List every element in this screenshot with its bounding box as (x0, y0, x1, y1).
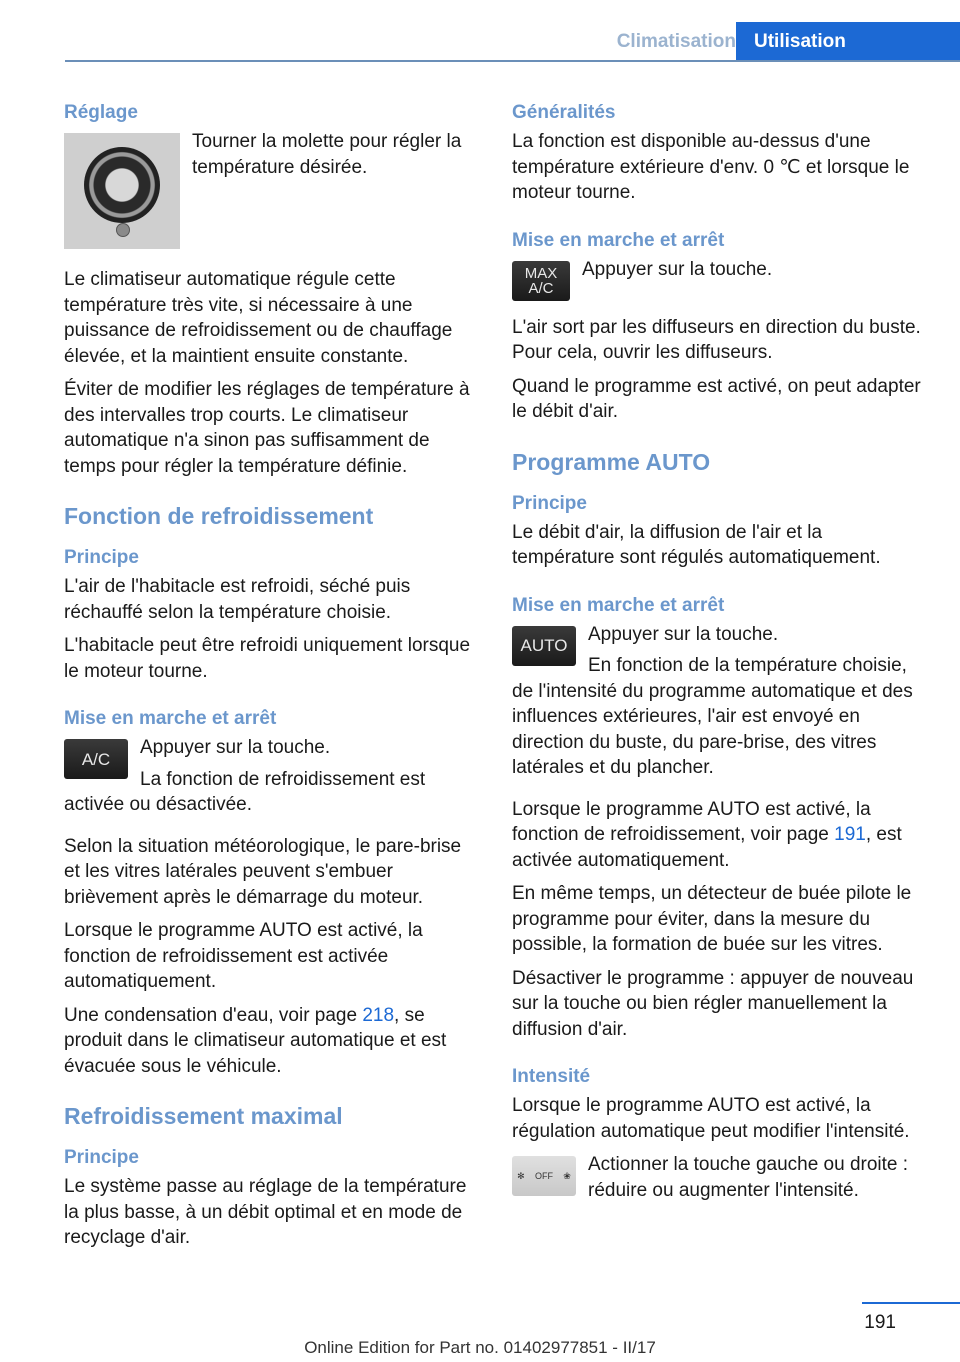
fan-low-icon: ✻ (517, 1170, 525, 1181)
maximal-principe: Principe (64, 1147, 139, 1168)
right-column (512, 100, 927, 1219)
refroid-mise-heading: Mise en marche et arrêt (64, 708, 277, 729)
generalites-p2: L'air sort par les diffuseurs en direction du buste. Pour cela, ouvrir les diffuseurs. (512, 316, 921, 363)
refroid-p1: L'air de l'habitacle est refroidi, séché puis réchauffé selon la température choisie. (64, 576, 411, 623)
refroid-p5: Une condensation d'eau, voir page 218, se produit dans le climatiseur automatique et est évacuée sous le véhicule. (64, 1004, 447, 1077)
generalites-p3: Quand le programme est activé, on peut adapter le débit d'air. (512, 375, 921, 422)
page-header (0, 22, 960, 62)
maxac-button-block (512, 257, 927, 307)
auto-p5: Lorsque le programme AUTO est activé, la régulation automatique peut modifier l'intensité. (512, 1095, 910, 1142)
generalites-heading: Généralités (512, 102, 616, 123)
refroid-p4: Lorsque le programme AUTO est activé, la fonction de refroidissement est activée automatiquement. (64, 920, 423, 992)
temperature-knob-image (64, 133, 180, 249)
knob-ring-icon (84, 147, 160, 223)
fan-high-icon: ❀ (563, 1170, 571, 1181)
reglage-knob-text: Tourner la molette pour régler la température désirée. (192, 131, 462, 178)
intensity-button-image (512, 1156, 576, 1196)
auto-button-block (512, 622, 927, 789)
auto-btn-text2: En fonction de la température choisie, de l'intensité du programme automatique et des influences extérieures, l'air est envoyé en direction du buste, du pare-brise, des vitres latérales et du plancher. (512, 655, 913, 778)
auto-heading: Programme AUTO (512, 448, 711, 475)
auto-p1: Le débit d'air, la diffusion de l'air et la température sont régulés automatiquement. (512, 521, 881, 568)
ac-button-image: A/C (64, 739, 128, 779)
reglage-block (64, 129, 479, 259)
maxac-btn-text1: Appuyer sur la touche. (582, 258, 773, 280)
footer-rule (862, 1302, 960, 1304)
intensity-btn-text: Actionner la touche gauche ou droite : réduire ou augmenter l'intensité. (588, 1154, 909, 1201)
reglage-p2: Éviter de modifier les réglages de température à des intervalles trop courts. Le climatiseur automatique n'a sinon pas suffisamment de temps pour régler la température définie. (64, 379, 470, 477)
page-link-218[interactable]: 218 (362, 1004, 395, 1026)
auto-p2: Lorsque le programme AUTO est activé, la fonction de refroidissement, voir page 191, est activée automatiquement. (512, 798, 902, 871)
intensity-button-label: OFF (534, 1170, 553, 1181)
auto-mise-heading: Mise en marche et arrêt (512, 594, 725, 616)
intensity-button-block (512, 1152, 927, 1211)
ac-btn-text1: Appuyer sur la touche. (140, 737, 331, 758)
ac-btn-text2: La fonction de refroidissement est activée ou désactivée. (64, 768, 426, 815)
maxac-button-image: MAX A/C (512, 261, 570, 301)
header-chapter: Utilisation (736, 22, 960, 62)
knob-dot-icon (116, 223, 130, 237)
auto-principe: Principe (512, 492, 587, 514)
maximal-p1: Le système passe au réglage de la température la plus basse, à un débit optimal et en mode de recyclage d'air. (64, 1176, 467, 1248)
header-section: Climatisation (616, 31, 736, 52)
maximal-heading: Refroidissement maximal (64, 1103, 343, 1129)
page-link-191[interactable]: 191 (834, 824, 866, 845)
refroid-heading: Fonction de refroidissement (64, 503, 374, 529)
auto-btn-text1: Appuyer sur la touche. (588, 623, 779, 645)
auto-p4: Désactiver le programme : appuyer de nouveau sur la touche ou bien régler manuellement la diffusion d'air. (512, 967, 914, 1040)
generalites-p1: La fonction est disponible au-dessus d'une température extérieure d'env. 0 ℃ et lorsque le moteur tourne. (512, 131, 910, 203)
maxac-mise-heading: Mise en marche et arrêt (512, 229, 725, 251)
auto-button-image: AUTO (512, 626, 576, 666)
intensite-heading: Intensité (512, 1066, 591, 1087)
refroid-principe: Principe (64, 547, 139, 568)
refroid-p3: Selon la situation météorologique, le pare-brise et les vitres latérales peuvent s'embuer brièvement après le démarrage du moteur. (64, 835, 462, 908)
edition-note: Online Edition for Part no. 01402977851 - II/17 (304, 1338, 656, 1357)
header-rule (65, 60, 960, 62)
auto-p3: En même temps, un détecteur de buée pilote le programme pour éviter, dans la mesure du possible, la formation de buée sur les vitres. (512, 883, 912, 955)
ac-button-block (64, 735, 479, 826)
page-number: 191 (864, 1312, 896, 1333)
left-column (64, 100, 479, 1259)
reglage-heading: Réglage (64, 102, 138, 123)
refroid-p2: L'habitacle peut être refroidi uniquement lorsque le moteur tourne. (64, 635, 471, 682)
reglage-p1: Le climatiseur automatique régule cette température très vite, si nécessaire à une puissance de refroidissement ou de chauffage élevée, et la maintient ensuite constante. (64, 269, 453, 367)
